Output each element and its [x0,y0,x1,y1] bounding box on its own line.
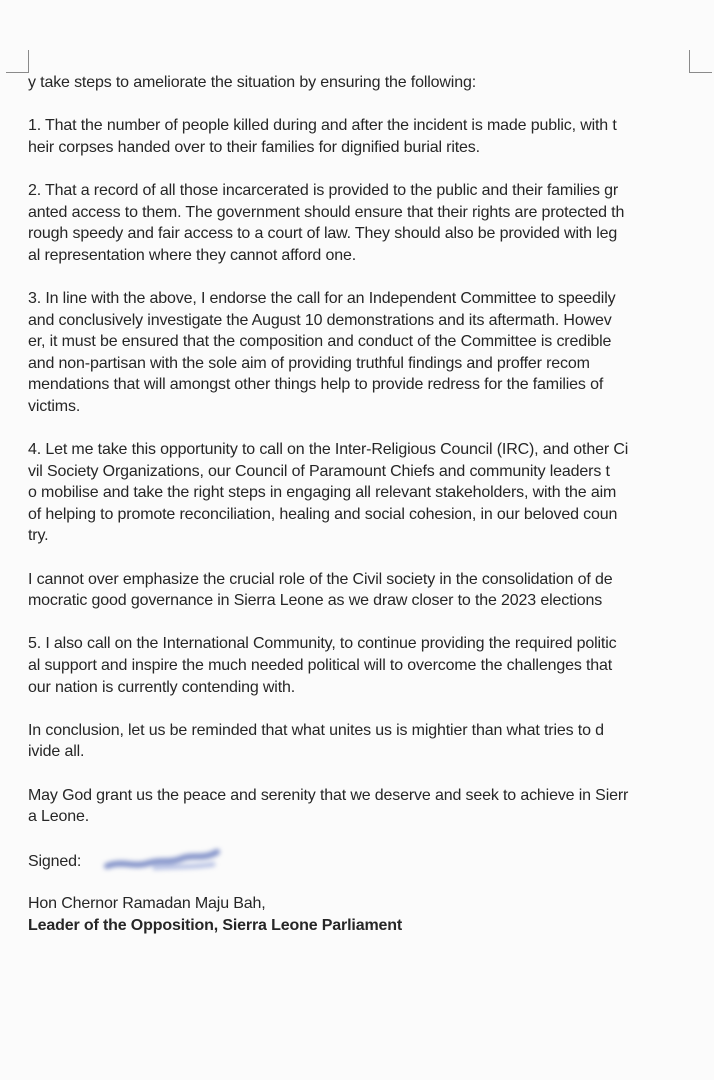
paragraph-line: rough speedy and fair access to a court of law. They should also be provided with leg [28,225,618,243]
paragraph [28,720,708,763]
paragraph [28,115,708,158]
paragraph [28,439,708,547]
signatory-title: Leader of the Opposition, Sierra Leone Parliament [28,916,403,934]
signatory-name: Hon Chernor Ramadan Maju Bah, [28,895,266,913]
paragraph-line: mendations that will amongst other things help to provide redress for the families of [28,376,604,394]
paragraph [28,633,708,698]
paragraph-line: anted access to them. The government should ensure that their rights are protected th [28,203,625,221]
paragraph [28,785,708,828]
paragraph [28,72,708,94]
paragraph-line: al support and inspire the much needed political will to overcome the challenges that [28,657,613,675]
paragraph-line: and conclusively investigate the August 10 demonstrations and its aftermath. Howev [28,311,612,329]
blurred-signature-image [103,846,223,876]
paragraph-line: vil Society Organizations, our Council of Paramount Chiefs and community leaders t [28,462,610,480]
paragraph-line: I cannot over emphasize the crucial role of the Civil society in the consolidation of de [28,570,613,588]
paragraph-line: mocratic good governance in Sierra Leone as we draw closer to the 2023 elections [28,592,603,610]
paragraph-line: victims. [28,397,81,415]
paragraph-line: 4. Let me take this opportunity to call on the Inter-Religious Council (IRC), and other Ci [28,441,629,459]
paragraph-line: May God grant us the peace and serenity that we deserve and seek to achieve in Sierr [28,786,629,804]
document-body [28,72,708,937]
paragraph [28,569,708,612]
paragraph-line: heir corpses handed over to their families for dignified burial rites. [28,138,480,156]
signed-label: Signed: [28,852,82,870]
paragraph-line: 1. That the number of people killed during and after the incident is made public, with t [28,117,617,135]
paragraph-line: try. [28,527,49,545]
paragraph-line: our nation is currently contending with. [28,678,296,696]
paragraph-line: 3. In line with the above, I endorse the call for an Independent Committee to speedily [28,289,616,307]
signature-row [28,849,708,873]
paragraph-line: er, it must be ensured that the composition and conduct of the Committee is credible [28,333,612,351]
paragraph-line: and non-partisan with the sole aim of providing truthful findings and proffer recom [28,354,590,372]
paragraph-line: In conclusion, let us be reminded that what unites us is mightier than what tries to d [28,721,604,739]
page-corner-mark-right [689,50,712,73]
paragraph-line: 2. That a record of all those incarcerated is provided to the public and their families gr [28,181,619,199]
paragraph-line: o mobilise and take the right steps in engaging all relevant stakeholders, with the aim [28,484,617,502]
paragraph [28,180,708,266]
paragraph-line: a Leone. [28,808,90,826]
paragraph-line: of helping to promote reconciliation, healing and social cohesion, in our beloved coun [28,505,618,523]
paragraph-line: y take steps to ameliorate the situation by ensuring the following: [28,74,476,91]
paragraph-list [28,72,708,828]
page-corner-mark-left [6,50,29,73]
paragraph-line: al representation where they cannot afford one. [28,246,356,264]
paragraph-line: ivide all. [28,743,85,761]
paragraph [28,288,708,418]
paragraph-line: 5. I also call on the International Community, to continue providing the required politic [28,635,617,653]
